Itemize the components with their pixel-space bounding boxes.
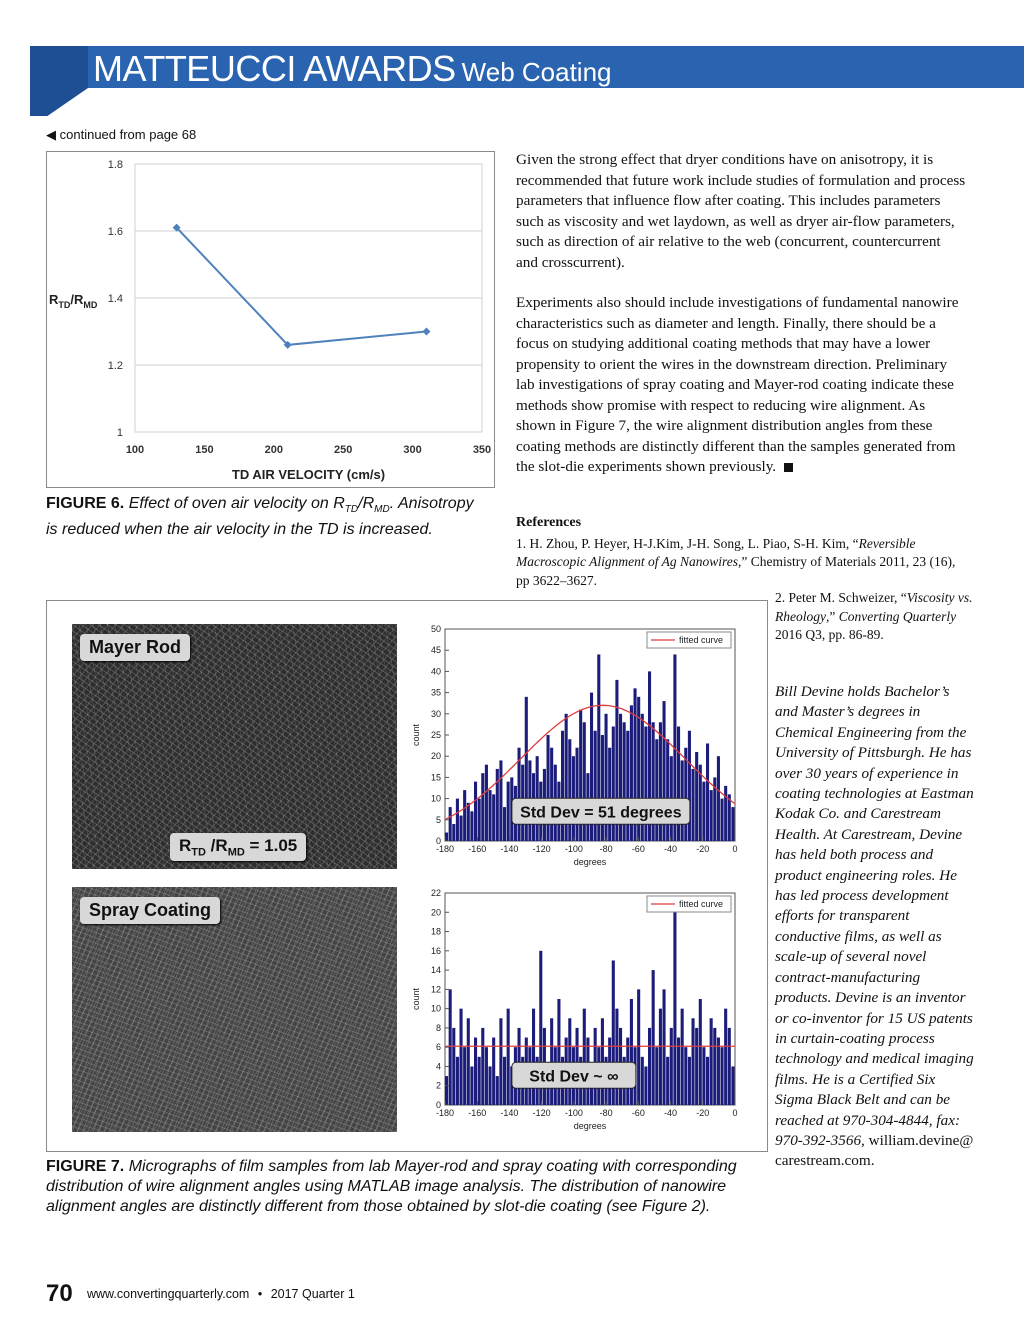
histogram-bar: [463, 790, 466, 841]
histogram-bar: [641, 1057, 644, 1105]
reference-title: Reversible Macroscopic Alignment of Ag Nanowires: [516, 535, 916, 569]
author-bio: [775, 682, 975, 1172]
histogram-bar: [499, 760, 502, 841]
x-tick-label: -160: [468, 844, 487, 854]
histogram-bar: [478, 799, 481, 841]
histogram-bar: [655, 1047, 658, 1105]
x-tick-label: -100: [564, 844, 583, 854]
y-axis-label: count: [411, 723, 421, 747]
y-axis-label-sub: MD: [83, 300, 98, 310]
histogram-bar: [717, 756, 720, 841]
histogram-bar: [481, 773, 484, 841]
y-axis-label-part: /R: [70, 292, 84, 307]
histogram-bar: [489, 790, 492, 841]
histogram-bar: [460, 816, 463, 841]
y-tick-label: 0: [435, 1100, 441, 1110]
histogram-bar: [724, 786, 727, 841]
y-axis-label-sub: TD: [58, 300, 71, 310]
x-tick-label: -60: [631, 844, 645, 854]
histogram-bar: [550, 748, 553, 841]
reference-text: 2016 Q3, pp. 86-89.: [775, 627, 884, 642]
x-tick-label: 200: [264, 444, 283, 456]
histogram-bar: [474, 1038, 477, 1105]
histogram-bar: [684, 1047, 687, 1105]
histogram-bar: [695, 1028, 698, 1105]
histogram-bar: [663, 989, 666, 1105]
histogram-bar: [728, 794, 731, 841]
reference-1: [516, 535, 966, 591]
x-tick-label: 300: [403, 444, 422, 456]
x-tick-label: 0: [732, 1108, 738, 1118]
histogram-bar: [666, 739, 669, 841]
histogram-bar: [557, 999, 560, 1105]
x-tick-label: -140: [500, 1108, 519, 1118]
histogram-bar: [699, 999, 702, 1105]
y-tick-label: 30: [430, 708, 441, 719]
y-tick-label: 0: [435, 836, 441, 846]
histogram-bar: [481, 1028, 484, 1105]
histogram-bar: [615, 1009, 618, 1105]
figure7-caption-label: FIGURE 7.: [46, 1158, 125, 1175]
histogram-bar: [655, 739, 658, 841]
x-tick-label: -40: [664, 844, 678, 854]
x-tick-label: -80: [599, 844, 613, 854]
footer-website: www.convertingquarterly.com: [87, 1287, 250, 1301]
histogram-bar: [731, 807, 734, 841]
histogram-bar: [644, 1066, 647, 1105]
annotation-text: Std Dev = 51 degrees: [520, 804, 682, 822]
reference-text: 2. Peter M. Schweizer, “: [775, 590, 907, 605]
y-tick-label: 1.6: [107, 226, 123, 238]
figure7-caption: [46, 1157, 766, 1217]
y-tick-label: 10: [430, 793, 441, 804]
histogram-bar: [452, 824, 455, 841]
x-tick-label: 350: [472, 444, 492, 456]
histogram-bar: [507, 782, 510, 841]
annotation-text: Std Dev ~ ∞: [529, 1068, 619, 1086]
histogram-bar: [601, 1018, 604, 1105]
histogram-bar: [659, 1009, 662, 1105]
histogram-bar: [489, 1066, 492, 1105]
figure6-chart: [46, 151, 495, 488]
histogram-bar: [702, 782, 705, 841]
x-tick-label: 250: [334, 444, 353, 456]
figure6-caption-text: Effect of oven air velocity on R: [128, 495, 345, 512]
histogram-bar: [470, 811, 473, 841]
legend-label: fitted curve: [679, 635, 724, 645]
x-tick-label: -100: [564, 1108, 583, 1118]
end-mark-icon: [784, 463, 793, 472]
histogram-bar: [499, 1018, 502, 1105]
histogram-bar: [648, 1028, 651, 1105]
y-tick-label: 25: [430, 730, 441, 740]
histogram-bar: [532, 1009, 535, 1105]
y-tick-label: 1: [116, 427, 123, 439]
ratio-text: /R: [205, 836, 228, 855]
figure6-caption: [46, 494, 486, 540]
ratio-label: [170, 833, 306, 861]
histogram-bar: [702, 1047, 705, 1105]
histogram-bar: [699, 765, 702, 841]
ratio-sub: MD: [227, 846, 245, 859]
histogram-bar: [550, 1018, 553, 1105]
histogram-bar: [706, 743, 709, 841]
histogram-bar: [460, 1009, 463, 1105]
reference-2: [775, 589, 985, 645]
series-line: [177, 228, 427, 345]
body-paragraph: [516, 293, 966, 478]
spray-coating-histogram: [407, 883, 747, 1145]
histogram-bar: [688, 731, 691, 841]
histogram-bar: [692, 1018, 695, 1105]
y-tick-label: 20: [430, 751, 441, 762]
histogram-bar: [637, 989, 640, 1105]
header-title: [93, 48, 612, 90]
x-tick-label: 150: [195, 444, 214, 456]
y-tick-label: 50: [430, 624, 441, 634]
y-tick-label: 14: [430, 965, 441, 976]
figure6-caption-sub: TD: [344, 504, 359, 516]
continued-note: [46, 127, 196, 143]
histogram-bar: [710, 1018, 713, 1105]
x-tick-label: -160: [468, 1108, 487, 1118]
spray-coating-label: Spray Coating: [80, 897, 220, 924]
figure6-caption-text: /R: [358, 495, 375, 512]
histogram-bar: [608, 748, 611, 841]
ratio-text: R: [179, 836, 192, 855]
histogram-bar: [601, 735, 604, 841]
y-tick-label: 2: [435, 1080, 441, 1091]
y-tick-label: 15: [430, 772, 441, 783]
y-axis-label-part: R: [49, 292, 59, 307]
y-tick-label: 40: [430, 666, 441, 677]
y-tick-label: 12: [430, 984, 441, 995]
reference-text: ,”: [825, 608, 839, 624]
x-tick-label: -140: [500, 844, 519, 854]
histogram-bar: [695, 752, 698, 841]
legend-label: fitted curve: [679, 899, 724, 909]
histogram-bar: [713, 1028, 716, 1105]
x-tick-label: 100: [125, 444, 145, 456]
x-tick-label: -80: [599, 1108, 613, 1118]
histogram-bar: [492, 1038, 495, 1105]
y-tick-label: 1.2: [107, 360, 123, 372]
histogram-bar: [452, 1028, 455, 1105]
figure7-caption-text: Micrographs of film samples from lab Mayer-rod and spray coating with corresponding distribution of wire alignment angles using MATLAB image analysis. The distribution of nanowire alignment angles are distinctly different from those obtained by slot-die coating (see Figure 2).: [46, 1158, 737, 1215]
x-tick-label: -20: [696, 1108, 710, 1118]
y-tick-label: 1.8: [107, 159, 123, 171]
y-tick-label: 35: [430, 687, 441, 698]
histogram-bar: [681, 1009, 684, 1105]
histogram-bar: [677, 1038, 680, 1105]
references: [516, 514, 966, 590]
y-tick-label: 10: [430, 1003, 441, 1014]
reference-text: ,” Chemistry of Materials 2011, 23 (16), pp 3622–3627.: [516, 554, 956, 588]
figure7: [46, 600, 768, 1152]
author-bio-text: Bill Devine holds Bachelor’s and Master’s degrees in Chemical Engineering from the University of Pittsburgh. He has over 30 years of experience in coating technologies at Eastman Kodak Co. and Carestream Health. At Carestream, Devine has held both process and product engineering roles. He has led process development efforts for transparent conductive films, as well as scale-up of several novel contract-manufacturing products. Devine is an inventor or co-inventor for 15 US patents in curtain-coating process technology and medical imaging films. He is a Certified Six Sigma Black Belt and can be reached at 970-304-4844, fax: 970-392-3566,: [775, 683, 974, 1149]
histogram-bar: [467, 1018, 470, 1105]
author-email: william.devine@ carestream.com.: [775, 1131, 974, 1170]
mayer-rod-label: Mayer Rod: [80, 634, 190, 661]
histogram-bar: [666, 1057, 669, 1105]
y-tick-label: 6: [435, 1042, 441, 1053]
left-triangle-icon: ◀: [46, 127, 56, 142]
y-tick-label: 4: [435, 1061, 441, 1072]
ratio-sub: TD: [191, 846, 206, 859]
x-tick-label: -60: [631, 1108, 645, 1118]
y-tick-label: 22: [430, 888, 441, 898]
x-axis-label: degrees: [573, 1121, 607, 1131]
x-axis-label: TD AIR VELOCITY (cm/s): [231, 467, 386, 482]
histogram-bar: [688, 1057, 691, 1105]
reference-text: 1. H. Zhou, P. Heyer, H-J.Kim, J-H. Song, L. Piao, S-H. Kim, “: [516, 535, 859, 551]
x-tick-label: 0: [732, 844, 738, 854]
header-subtitle: Web Coating: [461, 57, 612, 87]
x-axis-label: degrees: [573, 857, 607, 867]
y-axis-label: count: [411, 987, 421, 1011]
y-tick-label: 1.4: [107, 293, 123, 305]
x-tick-label: -180: [435, 1108, 455, 1118]
histogram-bar: [673, 912, 676, 1105]
histogram-bar: [456, 799, 459, 841]
page-number: 70: [46, 1280, 73, 1307]
histogram-bar: [568, 739, 571, 841]
histogram-bar: [503, 1057, 506, 1105]
y-tick-label: 45: [430, 645, 441, 656]
x-tick-label: -20: [696, 844, 710, 854]
continued-text: continued from page 68: [59, 127, 197, 142]
x-tick-label: -120: [532, 844, 551, 854]
y-axis-label: [49, 292, 98, 310]
reference-title: Viscosity vs. Rheology: [775, 590, 973, 624]
histogram-bar: [724, 1009, 727, 1105]
figure6-caption-sub: MD: [374, 504, 390, 516]
histogram-bar: [721, 1047, 724, 1105]
histogram-bar: [485, 765, 488, 841]
histogram-bar: [503, 807, 506, 841]
histogram-bar: [467, 803, 470, 841]
footer-text: [87, 1287, 355, 1301]
histogram-bar: [630, 999, 633, 1105]
histogram-bar: [485, 1047, 488, 1105]
mayer-rod-micrograph: [72, 624, 397, 869]
body-paragraph-text: Experiments also should include investigations of fundamental nanowire characteristics such as diameter and length. Finally, there should be a focus on studying additional coating methods that may have a lower propensity to orient the wires in the downstream direction. Preliminary lab investigations of spray coating and Mayer-rod coating indicate these methods show promise with respect to reducing wire alignment. As shown in Figure 7, the wire alignment distribution angles from these coating methods are distinctly different than the samples generated from the slot-die experiments shown previously.: [516, 294, 959, 475]
histogram-bar: [496, 1076, 499, 1105]
histogram-bar: [456, 1057, 459, 1105]
body-paragraph: Given the strong effect that dryer conditions have on anisotropy, it is recommended that future work include studies of formulation and process parameters that influence flow after coating. This includes parameters such as viscosity and wet laydown, as well as dryer air-flow parameters, such as direction of air relative to the web (concurrent, countercurrent and crosscurrent).: [516, 151, 966, 271]
x-tick-label: -40: [664, 1108, 678, 1118]
header-banner-tab: [30, 46, 88, 116]
histogram-bar: [568, 1018, 571, 1105]
histogram-bar: [710, 790, 713, 841]
y-tick-label: 18: [430, 926, 441, 937]
y-tick-label: 16: [430, 945, 441, 956]
footer-issue: 2017 Quarter 1: [270, 1287, 355, 1301]
histogram-bar: [445, 1076, 448, 1105]
histogram-bar: [449, 807, 452, 841]
y-tick-label: 8: [435, 1022, 441, 1033]
reference-journal: Converting Quarterly: [838, 608, 957, 624]
histogram-bar: [492, 794, 495, 841]
footer-separator: •: [257, 1287, 263, 1301]
mayer-rod-histogram: [407, 619, 747, 881]
body-text: [516, 150, 966, 498]
histogram-bar: [670, 1028, 673, 1105]
histogram-bar: [731, 1066, 734, 1105]
histogram-bar: [583, 1009, 586, 1105]
figure6-svg: [47, 152, 494, 487]
histogram-bar: [474, 782, 477, 841]
spray-coating-micrograph: [72, 887, 397, 1132]
histogram-bar: [507, 1009, 510, 1105]
x-tick-label: -180: [435, 844, 455, 854]
figure6-caption-label: FIGURE 6.: [46, 495, 125, 512]
histogram-bar: [478, 1057, 481, 1105]
histogram-bar: [470, 1066, 473, 1105]
histogram-bar: [728, 1028, 731, 1105]
histogram-bar: [721, 799, 724, 841]
histogram-bar: [692, 769, 695, 841]
histogram-bar: [463, 1047, 466, 1105]
figure6-caption-text: . Anisotropy is reduced when the air velocity in the TD is increased.: [46, 495, 474, 539]
histogram-bar: [717, 1038, 720, 1105]
x-tick-label: -120: [532, 1108, 551, 1118]
y-tick-label: 20: [430, 907, 441, 918]
histogram-bar: [684, 748, 687, 841]
histogram-bar: [449, 989, 452, 1105]
histogram-bar: [706, 1057, 709, 1105]
references-heading: References: [516, 515, 582, 530]
histogram-bar: [576, 748, 579, 841]
histogram-bar: [547, 735, 550, 841]
ratio-value: = 1.05: [244, 836, 298, 855]
y-tick-label: 5: [435, 814, 441, 825]
histogram-bar: [652, 970, 655, 1105]
data-point: [422, 328, 430, 336]
header-title-main: MATTEUCCI AWARDS: [93, 48, 456, 89]
